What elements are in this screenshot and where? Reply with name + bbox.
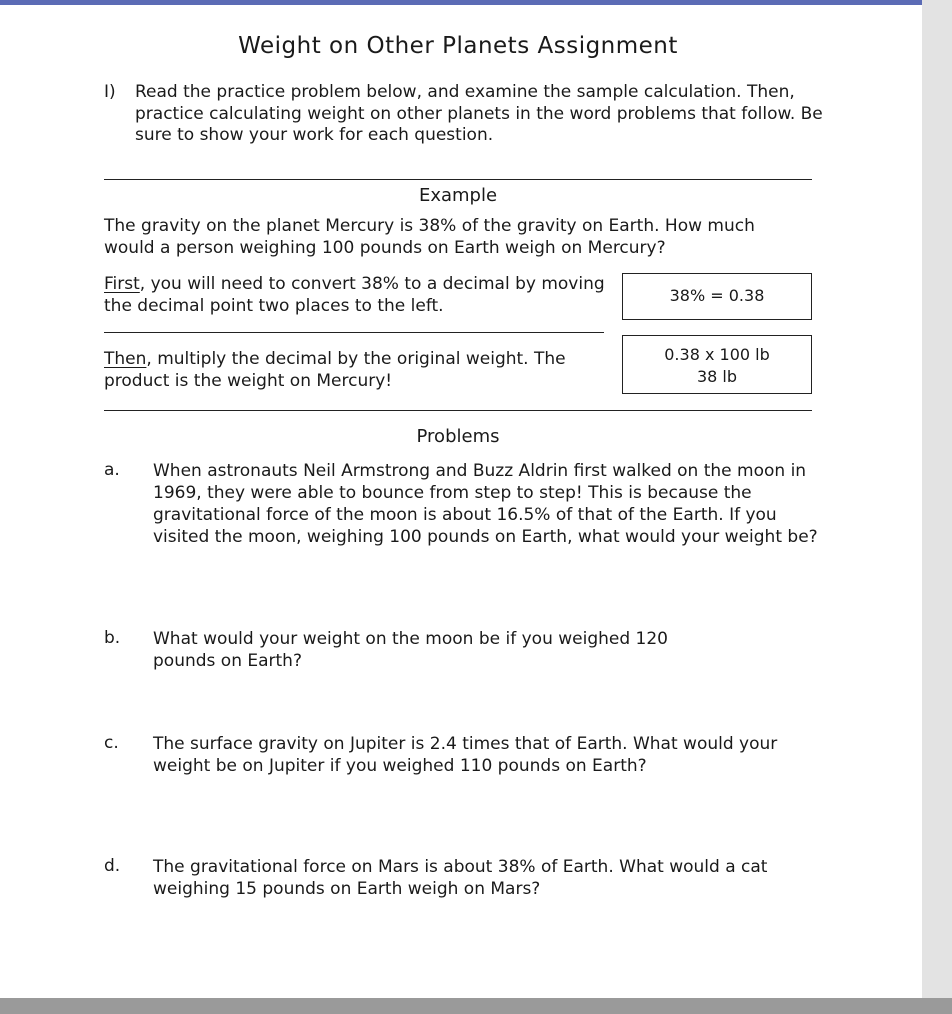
problem-c-text: The surface gravity on Jupiter is 2.4 times that of Earth. What would your weight be on Jupiter if you weighed 110 pounds on Earth?: [153, 734, 778, 776]
step-keyword: Then: [104, 349, 147, 369]
divider: [104, 179, 812, 180]
calculation-line-1: 0.38 x 100 lb: [664, 345, 770, 364]
problem-b-text: What would your weight on the moon be if you weighed 120 pounds on Earth?: [153, 629, 668, 671]
example-step-then: [104, 348, 609, 392]
document-page: [0, 5, 922, 998]
horizontal-scrollbar[interactable]: [0, 998, 952, 1014]
problem-letter: c.: [104, 733, 119, 753]
problem-d-text: The gravitational force on Mars is about 38% of Earth. What would a cat weighing 15 pounds on Earth weigh on Mars?: [153, 857, 768, 899]
example-step-first: [104, 273, 609, 317]
calculation-box-product: [622, 335, 812, 394]
scrollbar-track[interactable]: [922, 0, 952, 1014]
example-heading: Example: [418, 185, 498, 206]
problem-letter: a.: [104, 460, 120, 480]
calculation-text: 38% = 0.38: [669, 286, 765, 305]
problem-letter: b.: [104, 628, 121, 648]
instruction-text: Read the practice problem below, and examine the sample calculation. Then, practice calculating weight on other planets in the word problems that follow. Be sure to show your work for each question.: [135, 82, 823, 145]
instruction-number: I): [104, 82, 116, 102]
calculation-line-2: 38 lb: [696, 367, 738, 386]
example-question: The gravity on the planet Mercury is 38% of the gravity on Earth. How much would a person weighing 100 pounds on Earth weigh on Mercury?: [104, 216, 755, 258]
problem-letter: d.: [104, 856, 121, 876]
problem-a-text: When astronauts Neil Armstrong and Buzz Aldrin first walked on the moon in 1969, they were able to bounce from step to step! This is because the gravitational force of the moon is about 16.5% of that of the Earth. If you visited the moon, weighing 100 pounds on Earth, what would your weight be?: [153, 461, 818, 547]
divider: [104, 332, 604, 333]
step-text: , multiply the decimal by the original weight. The product is the weight on Mercury!: [104, 349, 566, 391]
calculation-box-decimal: [622, 273, 812, 320]
problems-heading: Problems: [416, 426, 500, 447]
divider: [104, 410, 812, 411]
step-keyword: First: [104, 274, 140, 294]
page-title: Weight on Other Planets Assignment: [238, 33, 678, 59]
step-text: , you will need to convert 38% to a decimal by moving the decimal point two places to the left.: [104, 274, 605, 316]
